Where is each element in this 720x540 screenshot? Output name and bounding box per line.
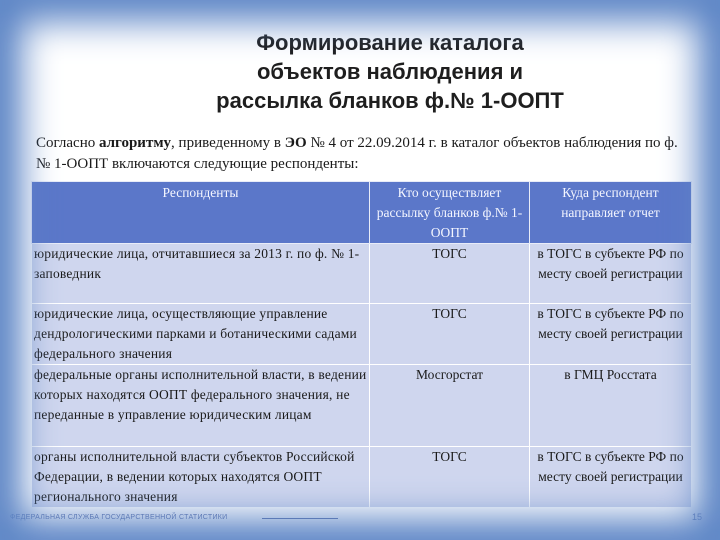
intro-text-2: , приведенному в [171, 135, 285, 151]
footer-divider [262, 518, 338, 519]
header-respondents: Респонденты [32, 182, 370, 244]
table-header-row [32, 182, 692, 244]
cell-respondent: органы исполнительной власти субъектов Российской Федерации, в ведении которых находятся ООПТ регионального значения [32, 447, 370, 508]
cell-respondent: юридические лица, осуществляющие управление дендрологическими парками и ботаническими садами федерального значения [32, 304, 370, 365]
intro-bold-eo: ЭО [284, 135, 307, 151]
page-number: 15 [692, 512, 703, 522]
title-line-1: Формирование каталога [256, 30, 524, 55]
cell-sender: ТОГС [370, 244, 530, 304]
cell-respondent: федеральные органы исполнительной власти, в ведении которых находятся ООПТ федерального значения, не переданные в управление юридическим лицам [32, 365, 370, 447]
respondents-table [31, 181, 692, 508]
table-row [32, 304, 692, 365]
header-sender: Кто осуществляет рассылку бланков ф.№ 1-ООПТ [370, 182, 530, 244]
intro-text-1: Согласно [36, 135, 99, 151]
intro-bold-algorithm: алгоритму [98, 135, 172, 151]
cell-respondent: юридические лица, отчитавшиеся за 2013 г. по ф. № 1-заповедник [32, 244, 370, 304]
title-line-2: объектов наблюдения и [256, 59, 524, 84]
cell-receiver: в ТОГС в субъекте РФ по месту своей регистрации [530, 244, 692, 304]
intro-text-3: № 4 от 22.09.2014 г. в каталог объектов наблюдения по ф. № 1-ООПТ включаются следующие респонденты: [36, 135, 678, 172]
footer-organization: ФЕДЕРАЛЬНАЯ СЛУЖБА ГОСУДАРСТВЕННОЙ СТАТИСТИКИ [10, 514, 228, 521]
intro-paragraph [36, 133, 686, 175]
cell-receiver: в ТОГС в субъекте РФ по месту своей регистрации [530, 304, 692, 365]
title-line-3: рассылка бланков ф.№ 1-ООПТ [216, 88, 564, 113]
table-row [32, 365, 692, 447]
slide-title [150, 28, 630, 115]
cell-sender: ТОГС [370, 447, 530, 508]
table-row [32, 447, 692, 508]
cell-receiver: в ТОГС в субъекте РФ по месту своей регистрации [530, 447, 692, 508]
cell-receiver: в ГМЦ Росстата [530, 365, 692, 447]
header-receiver: Куда респондент направляет отчет [530, 182, 692, 244]
cell-sender: ТОГС [370, 304, 530, 365]
table-row [32, 244, 692, 304]
cell-sender: Мосгорстат [370, 365, 530, 447]
